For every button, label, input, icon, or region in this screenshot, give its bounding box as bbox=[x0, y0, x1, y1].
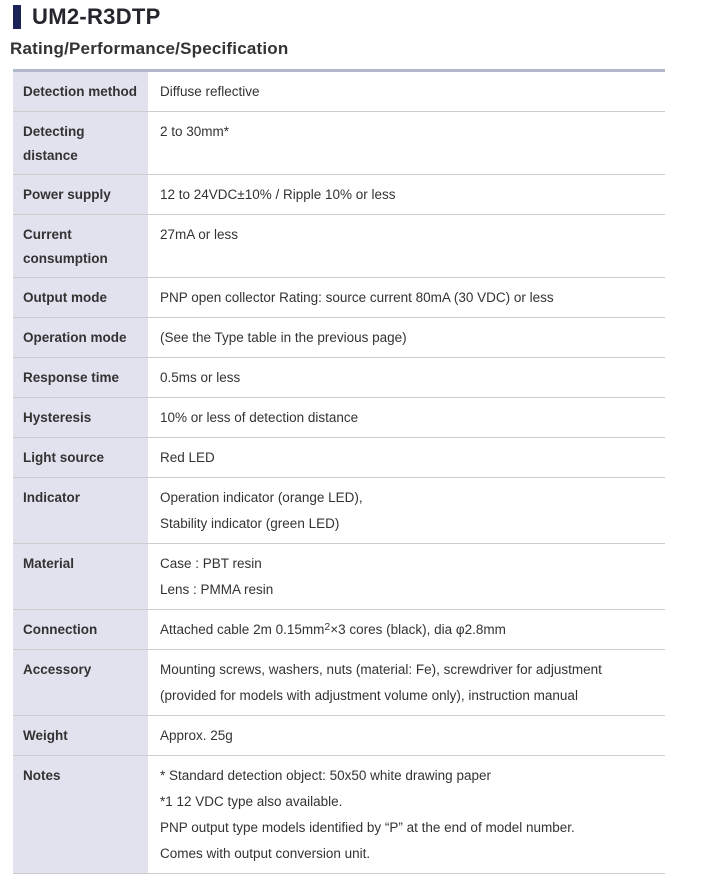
title-accent-bar bbox=[13, 5, 21, 29]
spec-value bbox=[148, 215, 665, 277]
spec-label: Material bbox=[13, 544, 148, 609]
spec-page bbox=[0, 3, 711, 874]
spec-value-line: Mounting screws, washers, nuts (material: Fe), screwdriver for adjustment bbox=[160, 662, 602, 677]
spec-value-line: 27mA or less bbox=[160, 227, 239, 242]
spec-label: Connection bbox=[13, 610, 148, 649]
spec-value bbox=[148, 610, 665, 649]
spec-row bbox=[13, 278, 665, 318]
spec-value-line: Lens : PMMA resin bbox=[160, 582, 274, 597]
spec-label: Current consumption bbox=[13, 215, 148, 277]
spec-value bbox=[148, 112, 665, 174]
spec-value-line: 12 to 24VDC±10% / Ripple 10% or less bbox=[160, 187, 396, 202]
spec-label: Notes bbox=[13, 756, 148, 873]
spec-row bbox=[13, 72, 665, 112]
spec-label: Weight bbox=[13, 716, 148, 755]
spec-value-line: 10% or less of detection distance bbox=[160, 410, 359, 425]
page-header bbox=[13, 3, 711, 31]
spec-value-line: Approx. 25g bbox=[160, 728, 233, 743]
spec-value bbox=[148, 716, 665, 755]
section-heading: Rating/Performance/Specification bbox=[10, 39, 289, 58]
spec-label: Operation mode bbox=[13, 318, 148, 357]
spec-value bbox=[148, 544, 665, 609]
spec-value bbox=[148, 175, 665, 214]
spec-value bbox=[148, 478, 665, 543]
spec-value-line: 2 to 30mm* bbox=[160, 124, 230, 139]
spec-row bbox=[13, 112, 665, 175]
spec-row bbox=[13, 610, 665, 650]
spec-row bbox=[13, 650, 665, 716]
spec-label: Power supply bbox=[13, 175, 148, 214]
spec-value bbox=[148, 278, 665, 317]
spec-row bbox=[13, 478, 665, 544]
spec-value-line: Operation indicator (orange LED), bbox=[160, 490, 363, 505]
spec-row bbox=[13, 215, 665, 278]
spec-value-line: Stability indicator (green LED) bbox=[160, 516, 340, 531]
spec-value bbox=[148, 318, 665, 357]
spec-value bbox=[148, 72, 665, 111]
spec-value-line: Comes with output conversion unit. bbox=[160, 846, 371, 861]
spec-row bbox=[13, 398, 665, 438]
spec-row bbox=[13, 438, 665, 478]
spec-value-line: (See the Type table in the previous page) bbox=[160, 330, 407, 345]
spec-value-line: 0.5ms or less bbox=[160, 370, 241, 385]
spec-label: Detection method bbox=[13, 72, 148, 111]
spec-value-line: Diffuse reflective bbox=[160, 84, 260, 99]
page-title: UM2-R3DTP bbox=[32, 4, 161, 29]
spec-value bbox=[148, 650, 665, 715]
spec-value-line: *1 12 VDC type also available. bbox=[160, 794, 343, 809]
spec-label: Detecting distance bbox=[13, 112, 148, 174]
spec-row bbox=[13, 318, 665, 358]
spec-row bbox=[13, 544, 665, 610]
spec-label: Accessory bbox=[13, 650, 148, 715]
spec-label: Output mode bbox=[13, 278, 148, 317]
spec-value-line: Case : PBT resin bbox=[160, 556, 262, 571]
spec-value-line: Red LED bbox=[160, 450, 215, 465]
spec-label: Light source bbox=[13, 438, 148, 477]
spec-row bbox=[13, 716, 665, 756]
spec-value-line: PNP output type models identified by “P” at the end of model number. bbox=[160, 820, 575, 835]
spec-row bbox=[13, 175, 665, 215]
spec-table bbox=[13, 69, 665, 874]
spec-value-line: (provided for models with adjustment volume only), instruction manual bbox=[160, 688, 578, 703]
spec-value-line: Attached cable 2m $0.15mm^2\times 3$ cores (black), dia φ2.8mm bbox=[160, 621, 506, 637]
spec-row bbox=[13, 358, 665, 398]
spec-value bbox=[148, 358, 665, 397]
spec-value-line: * Standard detection object: 50x50 white drawing paper bbox=[160, 768, 491, 783]
spec-value-line: PNP open collector Rating: source current 80mA (30 VDC) or less bbox=[160, 290, 554, 305]
spec-row bbox=[13, 756, 665, 874]
spec-label: Response time bbox=[13, 358, 148, 397]
spec-value bbox=[148, 398, 665, 437]
spec-label: Hysteresis bbox=[13, 398, 148, 437]
spec-label: Indicator bbox=[13, 478, 148, 543]
spec-value bbox=[148, 438, 665, 477]
spec-value bbox=[148, 756, 665, 873]
